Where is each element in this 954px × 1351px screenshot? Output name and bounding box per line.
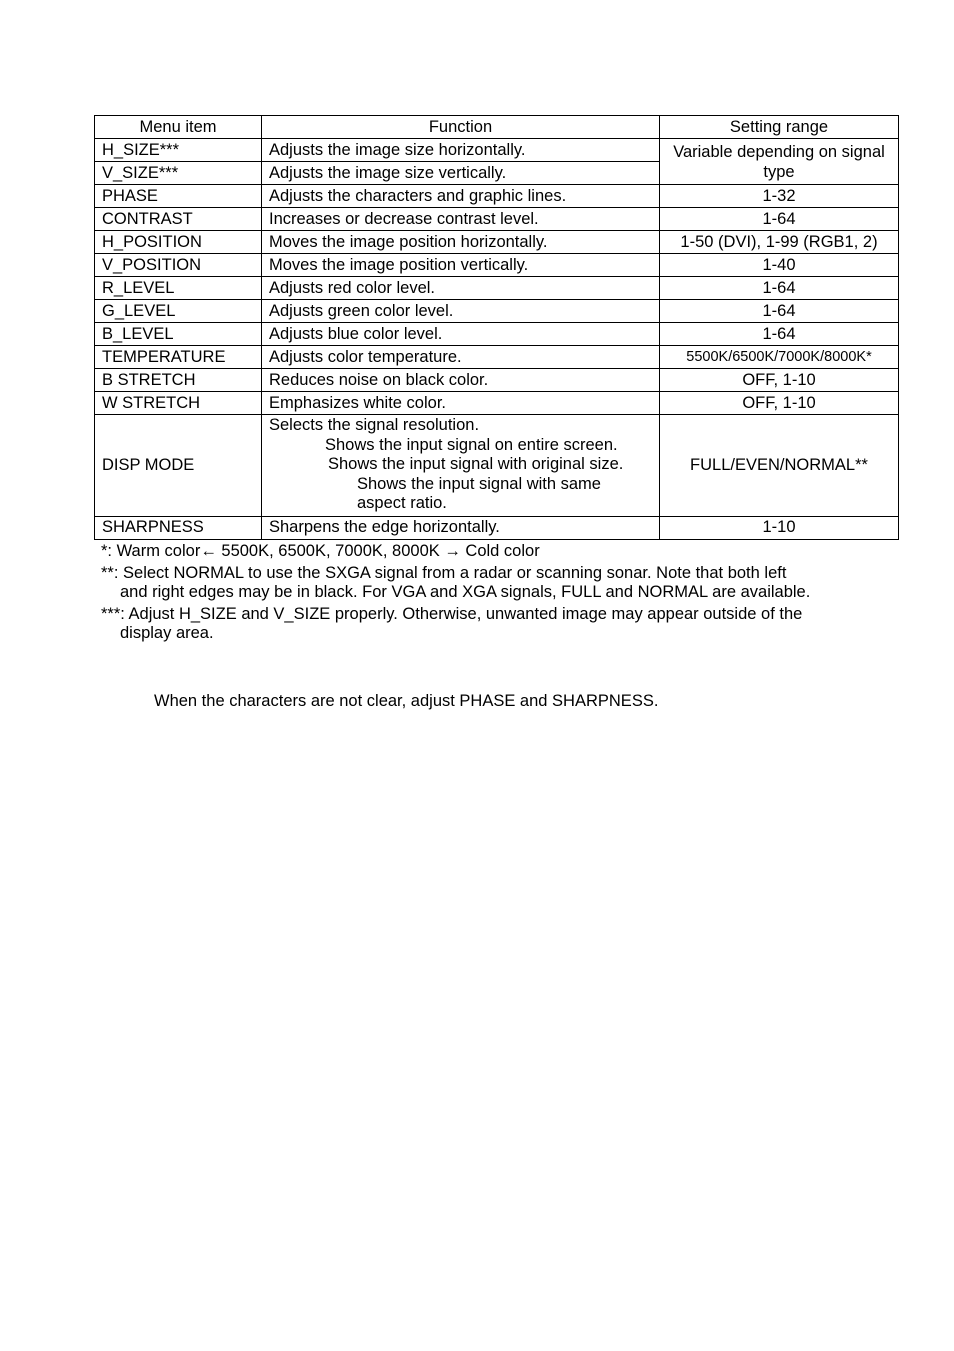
size-range-cell: Variable depending on signal type bbox=[660, 139, 899, 185]
table-header-row bbox=[95, 116, 899, 139]
header-function: Function bbox=[262, 116, 660, 139]
range-cell: OFF, 1-10 bbox=[660, 392, 899, 415]
menu-item-cell: H_SIZE*** bbox=[95, 139, 262, 162]
range-cell: 1-64 bbox=[660, 208, 899, 231]
table-row bbox=[95, 231, 899, 254]
table-row bbox=[95, 208, 899, 231]
function-cell: Adjusts green color level. bbox=[262, 300, 660, 323]
footnote-text-cont: display area. bbox=[120, 624, 214, 642]
range-cell: 5500K/6500K/7000K/8000K* bbox=[660, 346, 899, 369]
function-cell: Emphasizes white color. bbox=[262, 392, 660, 415]
footnote-disp-mode bbox=[101, 564, 891, 603]
table-row bbox=[95, 516, 899, 539]
menu-item-cell: H_POSITION bbox=[95, 231, 262, 254]
menu-item-cell: SHARPNESS bbox=[95, 516, 262, 539]
function-cell: Increases or decrease contrast level. bbox=[262, 208, 660, 231]
menu-item-cell: CONTRAST bbox=[95, 208, 262, 231]
function-cell: Reduces noise on black color. bbox=[262, 369, 660, 392]
function-line: Selects the signal resolution. bbox=[269, 416, 480, 434]
footnote-text: **: Select NORMAL to use the SXGA signal from a radar or scanning sonar. Note that both left bbox=[101, 563, 787, 582]
function-line-normal-cont: aspect ratio. bbox=[357, 494, 447, 512]
range-cell: 1-10 bbox=[660, 516, 899, 539]
function-cell-multiline bbox=[262, 415, 660, 517]
table-row bbox=[95, 254, 899, 277]
menu-item-cell: R_LEVEL bbox=[95, 277, 262, 300]
table-row bbox=[95, 346, 899, 369]
function-line-even: Shows the input signal with original size. bbox=[328, 455, 624, 473]
range-cell: 1-64 bbox=[660, 300, 899, 323]
menu-item-cell: B_LEVEL bbox=[95, 323, 262, 346]
function-cell: Adjusts color temperature. bbox=[262, 346, 660, 369]
footnote-temperature: *: Warm color← 5500K, 6500K, 7000K, 8000K → Cold color bbox=[101, 542, 540, 560]
menu-item-cell: TEMPERATURE bbox=[95, 346, 262, 369]
function-cell: Sharpens the edge horizontally. bbox=[262, 516, 660, 539]
table-row bbox=[95, 300, 899, 323]
footnote-text-cont: and right edges may be in black. For VGA and XGA signals, FULL and NORMAL are available. bbox=[120, 583, 811, 601]
table-row bbox=[95, 185, 899, 208]
footnote-text: ***: Adjust H_SIZE and V_SIZE properly. Otherwise, unwanted image may appear outside of the bbox=[101, 604, 803, 623]
header-setting-range: Setting range bbox=[660, 116, 899, 139]
footnote-size bbox=[101, 605, 891, 644]
table-row bbox=[95, 392, 899, 415]
function-cell: Moves the image position horizontally. bbox=[262, 231, 660, 254]
range-cell: FULL/EVEN/NORMAL** bbox=[660, 415, 899, 517]
menu-item-cell: W STRETCH bbox=[95, 392, 262, 415]
function-cell: Adjusts blue color level. bbox=[262, 323, 660, 346]
range-cell: 1-32 bbox=[660, 185, 899, 208]
function-cell: Adjusts red color level. bbox=[262, 277, 660, 300]
range-cell: 1-50 (DVI), 1-99 (RGB1, 2) bbox=[660, 231, 899, 254]
menu-item-cell: DISP MODE bbox=[95, 415, 262, 517]
table-row bbox=[95, 369, 899, 392]
function-line-full: Shows the input signal on entire screen. bbox=[325, 435, 618, 454]
menu-item-cell: G_LEVEL bbox=[95, 300, 262, 323]
menu-item-cell: V_POSITION bbox=[95, 254, 262, 277]
menu-item-cell: V_SIZE*** bbox=[95, 162, 262, 185]
tip-text: When the characters are not clear, adjust PHASE and SHARPNESS. bbox=[154, 692, 659, 710]
function-cell: Adjusts the image size vertically. bbox=[262, 162, 660, 185]
table-row bbox=[95, 139, 899, 162]
range-cell: 1-64 bbox=[660, 277, 899, 300]
range-cell: OFF, 1-10 bbox=[660, 369, 899, 392]
range-cell: 1-40 bbox=[660, 254, 899, 277]
function-cell: Adjusts the image size horizontally. bbox=[262, 139, 660, 162]
header-menu-item: Menu item bbox=[95, 116, 262, 139]
footnotes bbox=[101, 542, 891, 646]
range-cell: 1-64 bbox=[660, 323, 899, 346]
settings-table bbox=[94, 115, 899, 540]
table-row bbox=[95, 323, 899, 346]
function-cell: Adjusts the characters and graphic lines. bbox=[262, 185, 660, 208]
table-row bbox=[95, 277, 899, 300]
table-row-disp-mode bbox=[95, 415, 899, 517]
menu-item-cell: B STRETCH bbox=[95, 369, 262, 392]
function-line-normal: Shows the input signal with same bbox=[357, 474, 601, 493]
function-cell: Moves the image position vertically. bbox=[262, 254, 660, 277]
menu-item-cell: PHASE bbox=[95, 185, 262, 208]
